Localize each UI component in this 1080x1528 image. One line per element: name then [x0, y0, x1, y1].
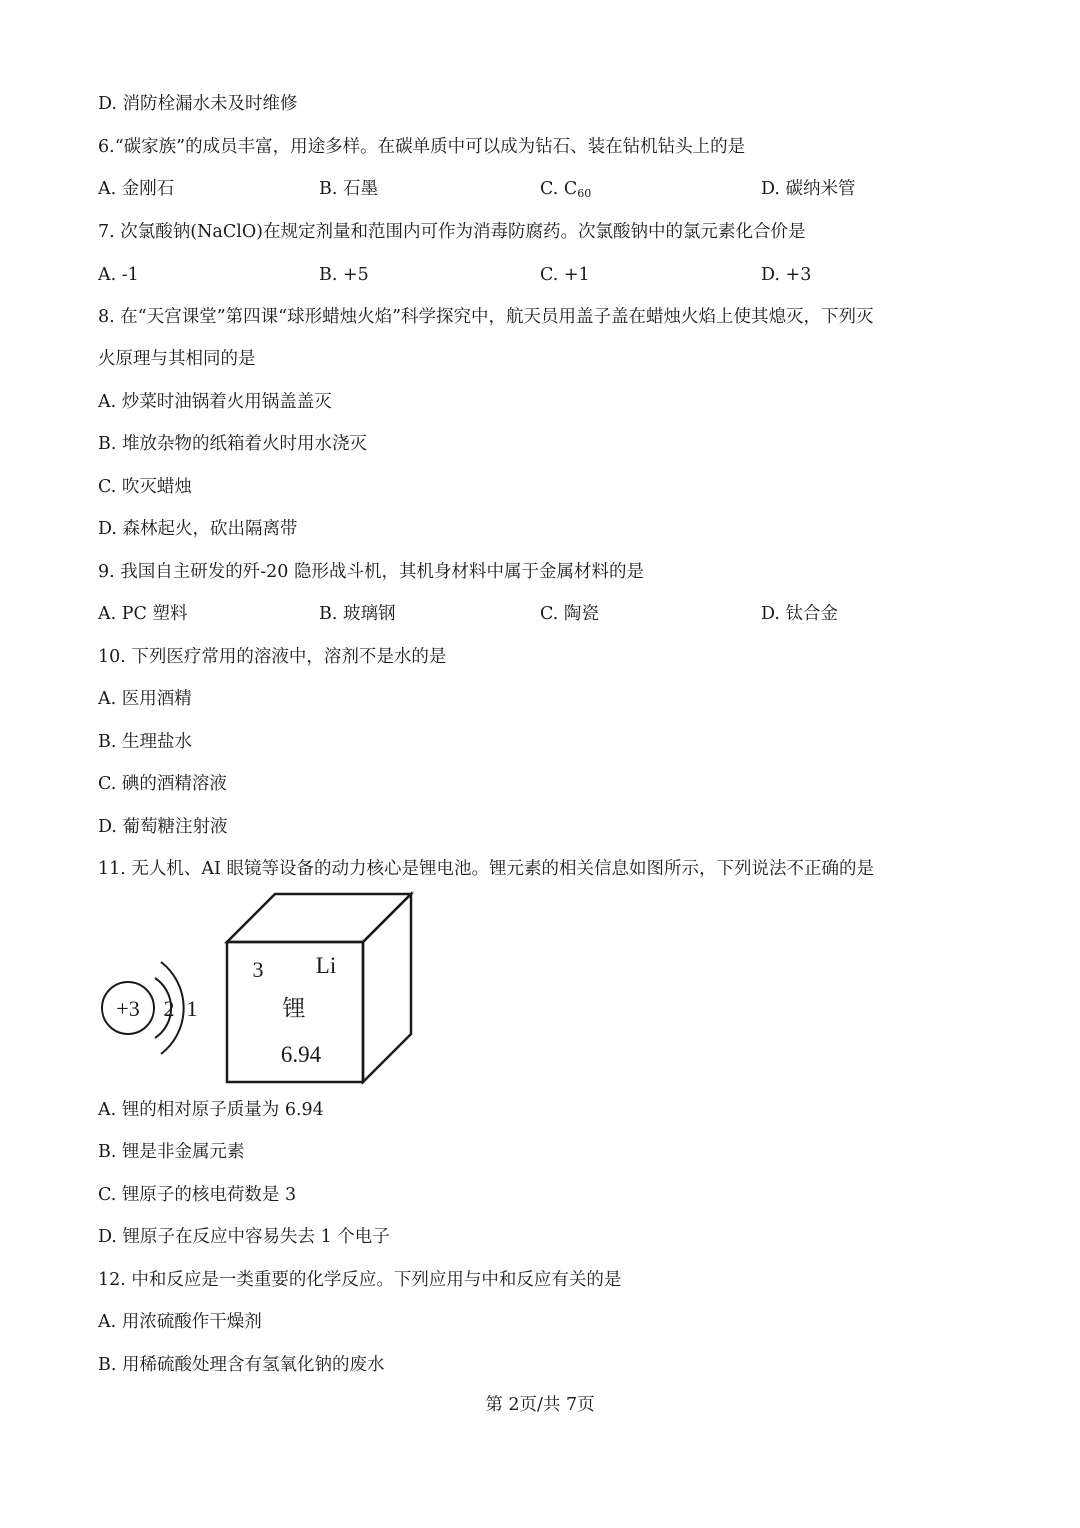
element-name: 锂	[282, 996, 306, 1021]
q6-option-d: D. 碳纳米管	[761, 179, 856, 199]
question-6: 6.“碳家族”的成员丰富，用途多样。在碳单质中可以成为钻石、装在钻机钻头上的是	[98, 137, 746, 157]
electron-shell-2-count: 1	[186, 996, 198, 1021]
q9-option-a: A. PC 塑料	[98, 604, 188, 624]
q6-option-c-subscript: 60	[577, 187, 592, 200]
q10-option-c: C. 碘的酒精溶液	[98, 774, 227, 794]
lithium-figure	[95, 890, 425, 1090]
q7-option-a: A. -1	[98, 265, 139, 285]
q9-option-c: C. 陶瓷	[540, 604, 599, 624]
relative-atomic-mass: 6.94	[280, 1042, 322, 1067]
q11-option-a: A. 锂的相对原子质量为 6.94	[98, 1100, 324, 1120]
q11-option-c: C. 锂原子的核电荷数是 3	[98, 1185, 297, 1205]
question-9: 9. 我国自主研发的歼-20 隐形战斗机，其机身材料中属于金属材料的是	[98, 562, 645, 582]
q7-option-c: C. +1	[540, 265, 590, 285]
q6-option-c-text: C. C	[540, 179, 578, 199]
q8-option-a: A. 炒菜时油锅着火用锅盖盖灭	[98, 392, 332, 412]
cube-top-face	[227, 894, 411, 942]
q6-option-c	[540, 177, 591, 206]
q12-option-a: A. 用浓硫酸作干燥剂	[98, 1312, 262, 1332]
nucleus-charge: +3	[116, 996, 140, 1021]
q12-option-b: B. 用稀硫酸处理含有氢氧化钠的废水	[98, 1355, 385, 1375]
q8-option-c: C. 吹灭蜡烛	[98, 477, 192, 497]
question-11: 11. 无人机、AI 眼镜等设备的动力核心是锂电池。锂元素的相关信息如图所示，下列说法不正确的是	[98, 859, 875, 879]
electron-shell-1-count: 2	[163, 996, 175, 1021]
cube-side-face	[363, 894, 411, 1082]
question-10: 10. 下列医疗常用的溶液中，溶剂不是水的是	[98, 647, 447, 667]
element-symbol: Li	[315, 953, 337, 978]
q10-option-a: A. 医用酒精	[98, 689, 192, 709]
q6-option-b: B. 石墨	[319, 179, 378, 199]
question-8-line-2: 火原理与其相同的是	[98, 349, 256, 369]
q9-option-b: B. 玻璃钢	[319, 604, 396, 624]
q7-option-d: D. +3	[761, 265, 812, 285]
atomic-number: 3	[252, 957, 264, 982]
q10-option-d: D. 葡萄糖注射液	[98, 817, 228, 837]
question-12: 12. 中和反应是一类重要的化学反应。下列应用与中和反应有关的是	[98, 1270, 622, 1290]
q7-option-b: B. +5	[319, 265, 369, 285]
q9-option-d: D. 钛合金	[761, 604, 839, 624]
page-number: 第 2页/共 7页	[485, 1395, 595, 1415]
lithium-diagram	[95, 890, 425, 1090]
q6-option-a: A. 金刚石	[98, 179, 175, 199]
q8-option-d: D. 森林起火，砍出隔离带	[98, 519, 298, 539]
q11-option-b: B. 锂是非金属元素	[98, 1142, 245, 1162]
q8-option-b: B. 堆放杂物的纸箱着火时用水浇灭	[98, 434, 367, 454]
question-8-line-1: 8. 在“天宫课堂”第四课“球形蜡烛火焰”科学探究中，航天员用盖子盖在蜡烛火焰上使其熄灭，下列灭	[98, 307, 874, 327]
question-7: 7. 次氯酸钠(NaClO)在规定剂量和范围内可作为消毒防腐药。次氯酸钠中的氯元素化合价是	[98, 222, 806, 242]
q11-option-d: D. 锂原子在反应中容易失去 1 个电子	[98, 1227, 390, 1247]
q10-option-b: B. 生理盐水	[98, 732, 192, 752]
q5-option-d: D. 消防栓漏水未及时维修	[98, 94, 298, 114]
